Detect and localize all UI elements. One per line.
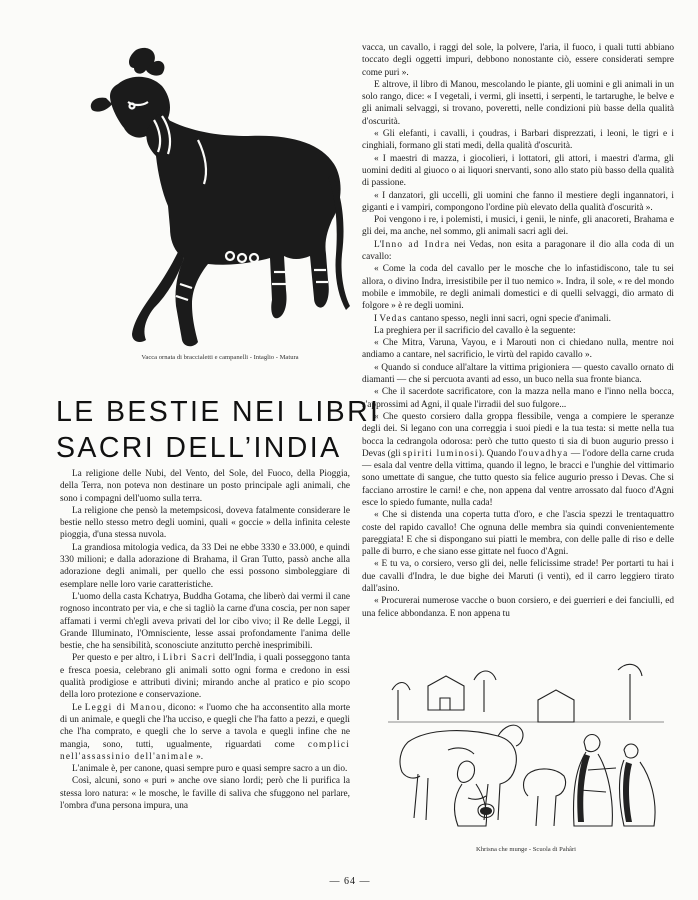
shading-icon — [480, 754, 632, 822]
right-column-text — [362, 42, 674, 620]
paragraph: « Che questo corsiero dalla groppa flessibile, venga a compiere le speranze degli dei. Si legano con una correggia i suoi piedi e la tua testa: si mette nella tua bocca la cedrangola odorosa: però che tutto questo ti sia di buon augurio presso i Devas (gli spiriti luminosi). Quando l'ouvadhya — l'odore della carne cruda — esala dal ventre della vittima, quando il legno, le bracci e l'unghie del vittimario sono umettate di sangue, che tutto questo sia felice augurio presso i Devas. Che si facciano arrostire le carni! e che, non appena dal ventre arrossato dal fuoco d'Agni esce lo spiedo fumante, nulla cada! — [362, 411, 675, 508]
paragraph: Poi vengono i re, i polemisti, i musici, i genii, le ninfe, gli anacoreti, Brahama e gli dei, ma anche, nel sommo, gli animali sacri agli dei. — [362, 215, 674, 238]
paragraph: L'animale è, per canone, quasi sempre puro e quasi sempre sacro a un dio. — [72, 764, 348, 775]
page-title — [56, 394, 381, 466]
paragraph: Per questo e per altro, i Libri Sacri dell'India, i quali posseggono tanta e fresca poesia, celebrano gli animali sotto ogni forma e credono in essi qualità prodigiose e attributi divini; mirando anche al pratico e pio scopo della loro protezione e conservazione. — [60, 653, 350, 701]
title-line-2: SACRI DELL’INDIA — [56, 432, 342, 464]
paragraph: « Come la coda del cavallo per le mosche che lo infastidiscono, tale tu sei allora, o divino Indra, irresistibile per il tuo nemico ». Indra, il sole, « re del mondo mobile e immobile, re degli animali domestici e di quelli selvaggi, dio armato di folgore » è re degli uomini. — [362, 264, 674, 312]
cow-silhouette-icon — [91, 48, 350, 346]
paragraph: La religione delle Nubi, del Vento, del Sole, del Fuoco, della Pioggia, della Terra, non poteva non destinare un posto principale agli animali, che sono i compagni dell'uomo sulla terra. — [60, 469, 350, 504]
paragraph: L'uomo della casta Kchatrya, Buddha Gotama, che liberò dai vermi il cane rognoso incontrato per via, e che si tagliò la carne d'una coscia, per non saper affamati i vermi ch'egli aveva privati del lor cibo vivo; il Re delle Leggi, il Grande Illuminato, l'Omnisciente, lesse assai profondamente l'anima delle bestie, che ha sensibilità, sconosciute anzitutto perchè inesprimibili. — [60, 591, 350, 652]
line-drawing-icon — [388, 664, 664, 826]
paragraph: « Che si distenda una coperta tutta d'oro, e che l'ascia spezzi le trentaquattro coste del rapido cavallo! Che ognuna delle membra sia quindi convenientemente pareggiata! E che si dispongano sui piatti le membra, con delle palle di riso e delle palle di burro, e che siano esse gittate nel fuoco d'Agni. — [362, 510, 674, 558]
paragraph: Così, alcuni, sono « puri » anche ove siano lordi; però che li purifica la stessa loro natura: « le mosche, le faville di saliva che sfuggono nel parlare, l'ombra d'una persona impura, una — [60, 776, 350, 812]
paragraph: « Che il sacerdote sacrificatore, con la mazza nella mano e l'inno nella bocca, s'approssimi ad Agni, il quale l'irradii del suo fulgore... — [362, 387, 674, 410]
paragraph: Le Leggi di Manou, dicono: « l'uomo che ha acconsentito alla morte di un animale, e quegli che l'ha ucciso, e quegli che l'ha fatto a pezzi, e quegli che l'ha comprato, e quegli che lo serve a tavola e quegli infine che ne mangia, sono, tutti, ugualmente, riguardati come complici nell'assassinio dell'animale ». — [60, 702, 351, 762]
cow-woodcut-illustration — [88, 44, 350, 356]
paragraph: La grandiosa mitologia vedica, da 33 Dei ne ebbe 3330 e 33.000, e quindi 330 milioni; e dalla adorazione di Brahama, il Gran Tutto, passò anche alla adorazione degli animali, per quello che essi possono simboleggiare di esemplare nelle loro varie caratteristiche. — [60, 542, 350, 590]
paragraph: « I maestri di mazza, i giocolieri, i lottatori, gli attori, i maestri d'arma, gli uomini dediti al giuoco o ai liquori snervanti, sono allo stato più basso della qualità di passione. — [362, 153, 674, 189]
title-line-1: LE BESTIE NEI LIBRI — [56, 396, 381, 428]
paragraph: La preghiera per il sacrificio del cavallo è la seguente: — [374, 325, 576, 336]
page-number: — 64 — — [329, 876, 371, 887]
paragraph: La religione che pensò la metempsicosi, doveva fatalmente considerare le bestie nello stesso metro degli uomini, quali « goccie » della infinita celeste pioggia, d'una stessa nuvola. — [60, 505, 350, 541]
paragraph: vacca, un cavallo, i raggi del sole, la polvere, l'aria, il fuoco, i quali tutti abbiano toccato degli oggetti impuri, debbono nonostante ciò, essere considerati sempre come puri ». — [362, 43, 674, 78]
caption-bottom: Khrisna che munge - Scuola di Pahâri — [476, 846, 576, 853]
krishna-milking-drawing — [388, 650, 664, 846]
paragraph: « I danzatori, gli uccelli, gli uomini che fanno il mestiere degli ingannatori, i giganti e i vampiri, compongono l'ordine più elevato della qualità d'oscurità ». — [362, 190, 674, 213]
left-column-text — [60, 468, 350, 812]
paragraph: I Vedas cantano spesso, negli inni sacri, ogni specie d'animali. — [374, 313, 611, 324]
paragraph: « Gli elefanti, i cavalli, i çoudras, i Barbari disprezzati, i leoni, le tigri e i cinghiali, formano gli stati medi, della qualità d'oscurità. — [362, 129, 674, 152]
paragraph: « Procurerai numerose vacche o buon corsiero, e dei guerrieri e dei fanciulli, ed una felice abbondanza. E non appena tu — [362, 596, 674, 619]
paragraph: « Quando si conduce all'altare la vittima prigioniera — questo cavallo ornato di diamanti — che si percuota avanti ad esso, un buco nella sua fronte bianca. — [362, 362, 674, 386]
paragraph: E altrove, il libro di Manou, mescolando le piante, gli uomini e gli animali in un solo rango, dice: « I vegetali, i vermi, gli insetti, i serpenti, le tartarughe, le belve e gli animali selvaggi, si trovano, poveretti, nelle condizioni più basse della qualità d'oscurità. — [362, 79, 674, 127]
paragraph: « Che Mitra, Varuna, Vayou, e i Marouti non ci chiedano nulla, mentre noi andiamo a cantare, nel sacrificio, le virtù del rapido cavallo ». — [362, 338, 674, 361]
caption-top: Vacca ornata di braccialetti e campanelli - Intaglio - Matura — [141, 354, 299, 361]
paragraph: « E tu va, o corsiero, verso gli dei, nelle felicissime strade! Per portarti tu hai i due cavalli d'Indra, le due bighe dei Maruti (i venti), ed il carro leggiero tirato dall'asino. — [362, 559, 674, 595]
paragraph: L'Inno ad Indra nei Vedas, non esita a paragonare il dio alla coda di un cavallo: — [362, 239, 674, 263]
